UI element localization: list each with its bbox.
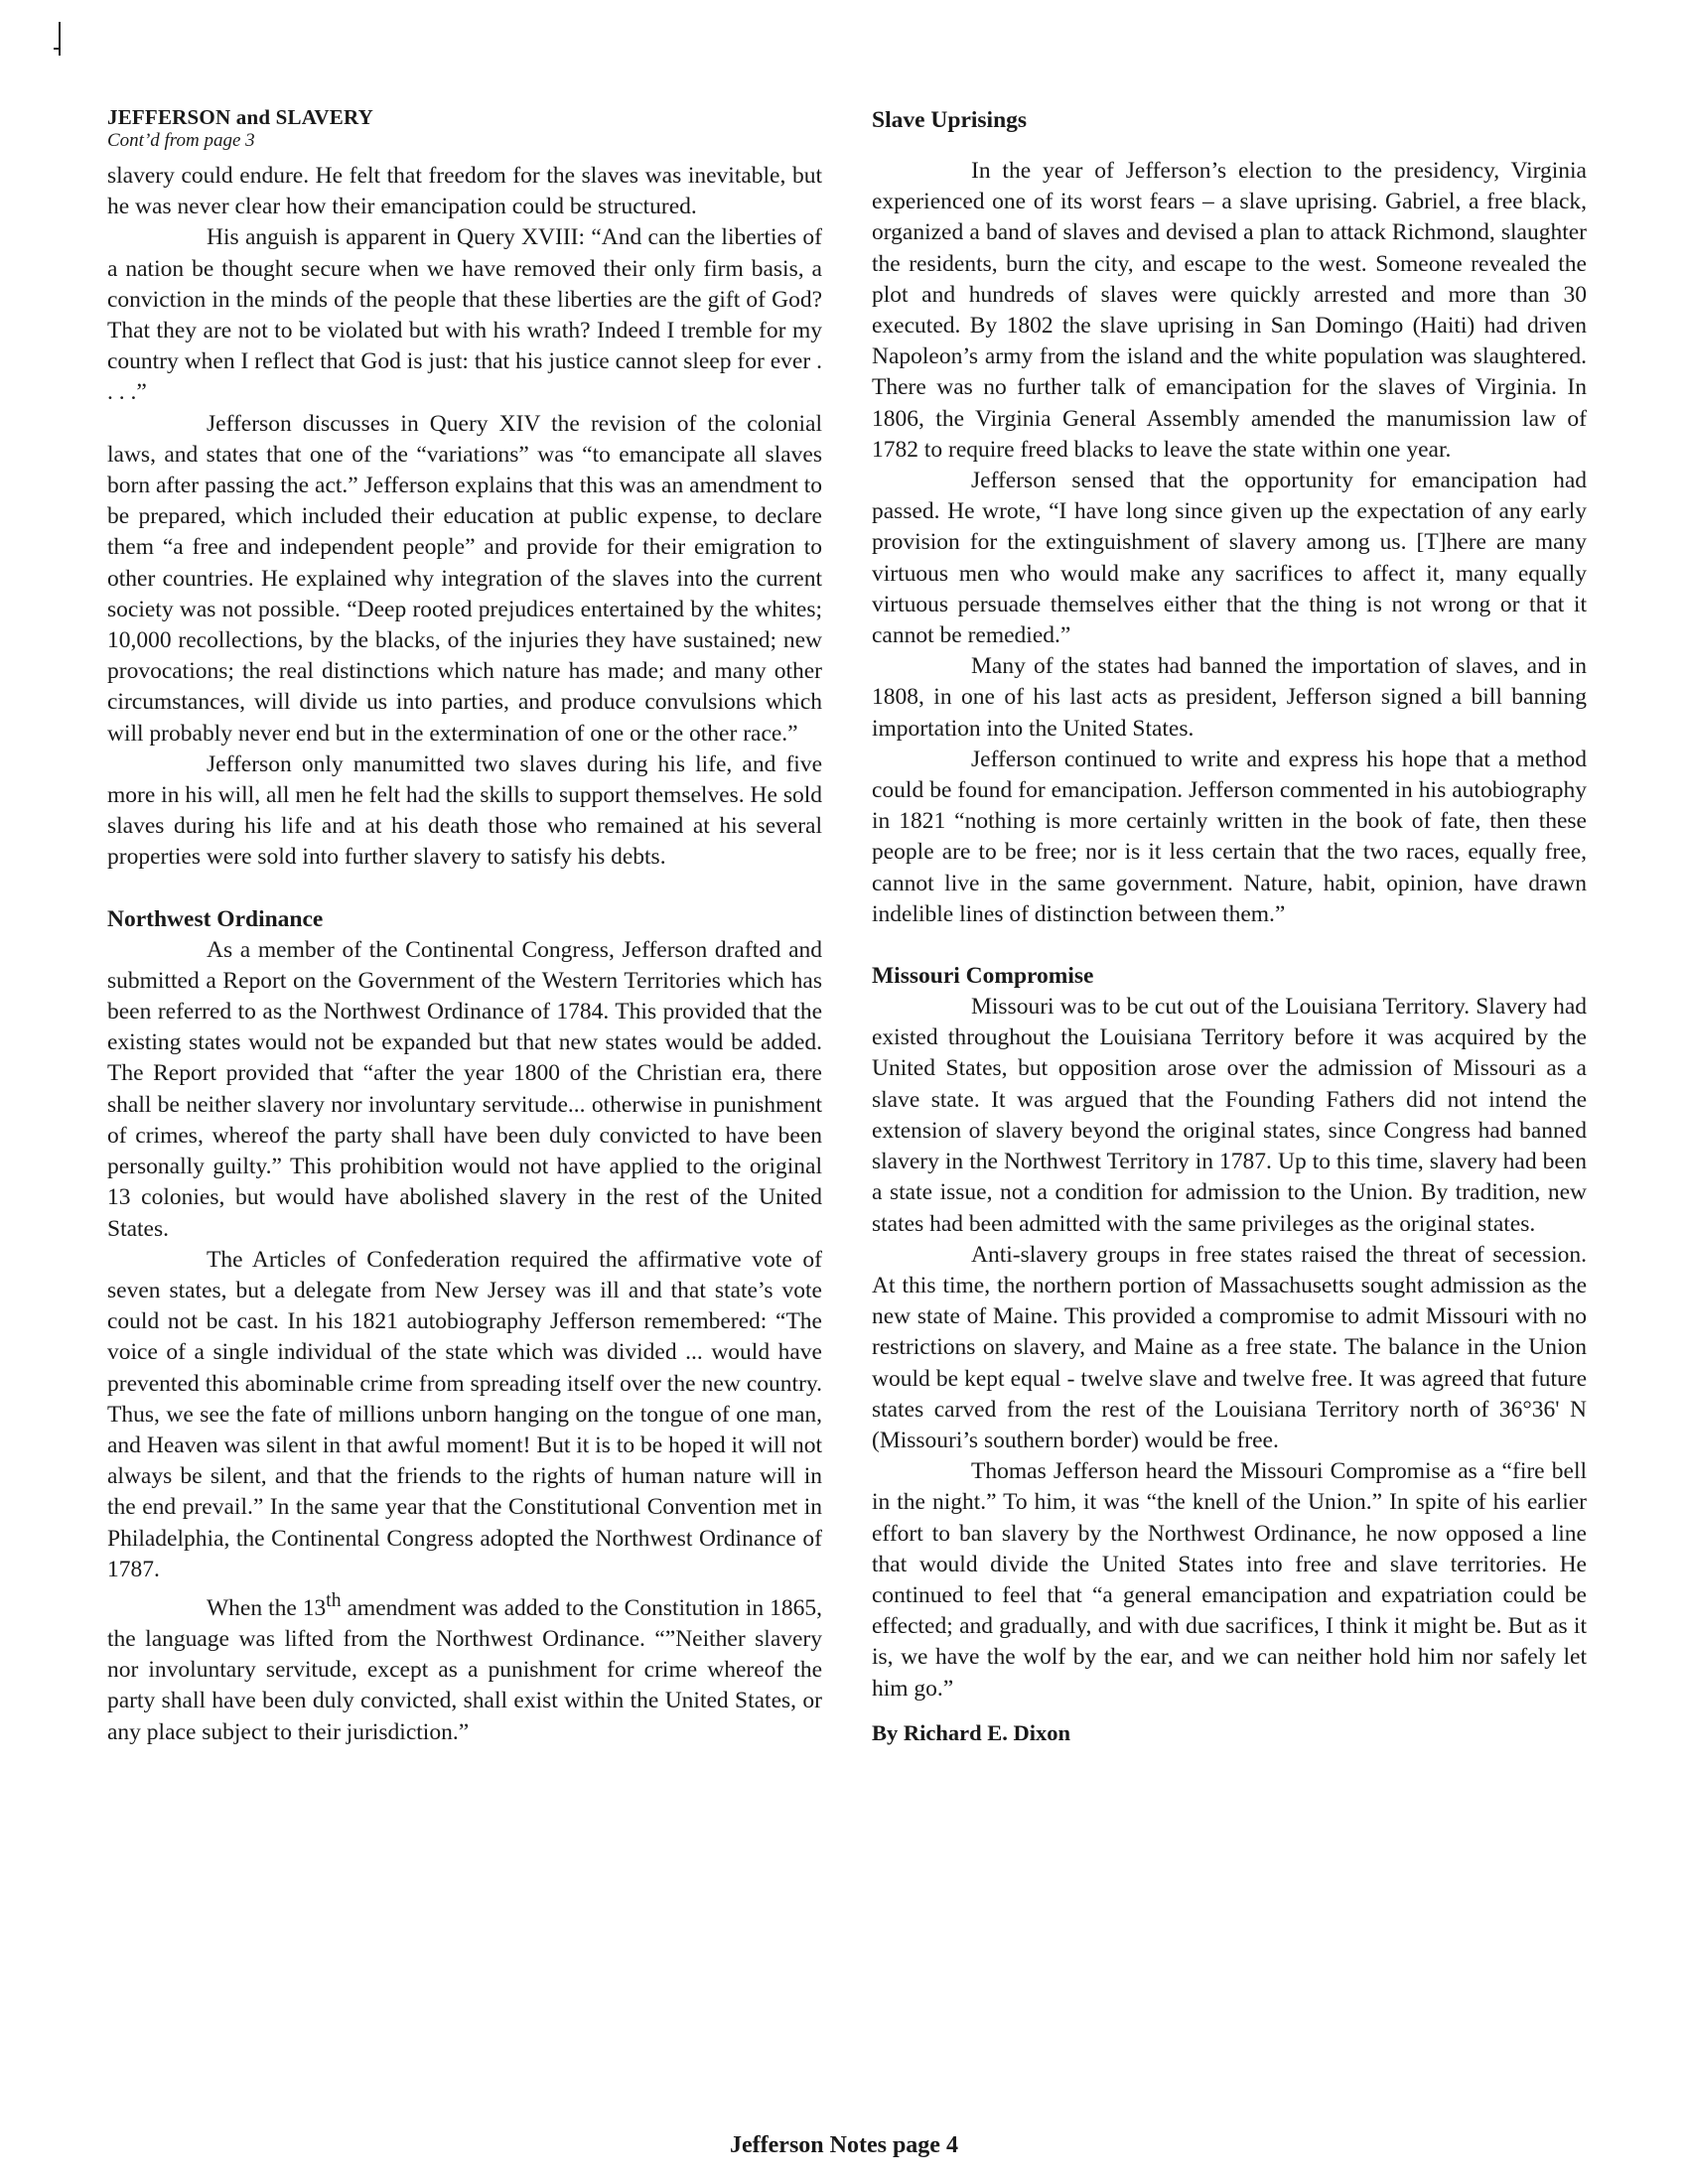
right-column <box>872 105 1587 1748</box>
paragraph: Many of the states had banned the importation of slaves, and in 1808, in one of his last acts as president, Jefferson signed a bill banning importation into the United States. <box>872 653 1587 742</box>
paragraph: His anguish is apparent in Query XVIII: “And can the liberties of a nation be thought secure when we have removed their only firm basis, a conviction in the minds of the people that these liberties are the gift of God? That they are not to be violated but with his wrath? Indeed I tremble for my country when I reflect that God is just: that his justice cannot sleep for ever . . . .” <box>107 224 822 406</box>
paragraph: Jefferson discusses in Query XIV the revision of the colonial laws, and states that one of the “variations” was “to emancipate all slaves born after passing the act.” Jefferson explains that this was an amendment to be prepared, which included their education at public expense, to declare them “a free and independent people” and provide for their emigration to other countries. He explained why integration of the slaves into the current society was not possible. “Deep rooted prejudices entertained by the whites; 10,000 recollections, by the blacks, of the injuries they have sustained; new provocations; the real distinctions which nature has made; and many other circumstances, will divide us into parties, and produce convulsions which will probably never end but in the extermination of one or the other race.” <box>107 410 822 747</box>
crop-mark <box>54 22 66 56</box>
paragraph: Jefferson continued to write and express his hope that a method could be found for emancipation. Jefferson commented in his autobiography in 1821 “nothing is more certainly written in the book of fate, then these people are to be free; nor is it less certain that the two races, equally free, cannot live in the same government. Nature, habit, opinion, have drawn indelible lines of distinction between them.” <box>872 746 1587 927</box>
left-column <box>107 105 822 1748</box>
section-heading-missouri-compromise: Missouri Compromise <box>872 963 1094 990</box>
paragraph: slavery could endure. He felt that freedom for the slaves was inevitable, but he was never clear how their emancipation could be structured. <box>107 163 822 220</box>
paragraph: Missouri was to be cut out of the Louisiana Territory. Slavery had existed throughout the Louisiana Territory before it was acquired by the United States, but opposition arose over the admission of Missouri as a slave state. It was argued that the Founding Fathers did not intend the extension of slavery beyond the original states, since Congress had banned slavery in the Northwest Territory in 1787. Up to this time, slavery had been a state issue, not a condition for admission to the Union. By tradition, new states had been admitted with the same privileges as the original states. <box>872 994 1587 1237</box>
paragraph <box>107 1585 822 1748</box>
continued-note: Cont’d from page 3 <box>107 130 255 151</box>
section-heading-slave-uprisings: Slave Uprisings <box>872 107 1028 133</box>
paragraph: As a member of the Continental Congress, Jefferson drafted and submitted a Report on the Government of the Western Territories which has been referred to as the Northwest Ordinance of 1784. This provided that the existing states would not be expanded but that new states would be added. The Report provided that “after the year 1800 of the Christian era, there shall be neither slavery nor involuntary servitude... otherwise in punishment of crimes, whereof the party shall have been duly convicted to have been personally guilty.” This prohibition would not have applied to the original 13 colonies, but would have abolished slavery in the rest of the United States. <box>107 936 822 1242</box>
section-heading-northwest-ordinance: Northwest Ordinance <box>107 905 324 932</box>
paragraph: Thomas Jefferson heard the Missouri Compromise as a “fire bell in the night.” To him, it was “the knell of the Union.” In spite of his earlier effort to ban slavery by the Northwest Ordinance, he now opposed a line that would divide the United States into free and slave territories. He continued to feel that “a general emancipation and expatriation could be effected; and gradually, and with due sacrifices, I think it might be. But as it is, we have the wolf by the ear, and we can neither hold him nor safely let him go.” <box>872 1458 1587 1702</box>
text-run: amendment was added to the Constitution in 1865, the language was lifted from the Northwest Ordinance. “”Neither slavery nor involuntary servitude, except as a punishment for crime whereof the party shall have been duly convicted, shall exist within the United States, or any place subject to their jurisdiction.” <box>107 1594 822 1745</box>
page-footer: Jefferson Notes page 4 <box>730 2132 958 2158</box>
paragraph: In the year of Jefferson’s election to the presidency, Virginia experienced one of its worst fears – a slave uprising. Gabriel, a free black, organized a band of slaves and devised a plan to attack Richmond, slaughter the residents, burn the city, and escape to the west. Someone revealed the plot and hundreds of slaves were quickly arrested and more than 30 executed. By 1802 the slave uprising in San Domingo (Haiti) had driven Napoleon’s army from the island and the white population was slaughtered. There was no further talk of emancipation for the slaves of Virginia. In 1806, the Virginia General Assembly amended the manumission law of 1782 to require freed blacks to leave the state within one year. <box>872 158 1587 463</box>
paragraph: Jefferson sensed that the opportunity for emancipation had passed. He wrote, “I have long since given up the expectation of any early provision for the extinguishment of slavery among us. [T]here are many virtuous men who would make any sacrifices to affect it, many equally virtuous persuade themselves either that the thing is not wrong or that it cannot be remedied.” <box>872 468 1587 649</box>
text-run: When the 13 <box>207 1594 327 1621</box>
paragraph: Jefferson only manumitted two slaves during his life, and five more in his will, all men he felt had the skills to support themselves. He sold slaves during his life and at his death those who remained at his several properties were sold into further slavery to satisfy his debts. <box>107 751 822 871</box>
article-title: JEFFERSON and SLAVERY <box>107 105 373 129</box>
superscript: th <box>326 1589 342 1611</box>
byline: By Richard E. Dixon <box>872 1719 1071 1745</box>
paragraph: Anti-slavery groups in free states raised the threat of secession. At this time, the northern portion of Massachusetts sought admission as the new state of Maine. This provided a compromise to admit Missouri with no restrictions on slavery, and Maine as a free state. The balance in the Union would be kept equal - twelve slave and twelve free. It was agreed that future states carved from the rest of the Louisiana Territory north of 36°36' N (Missouri’s southern border) would be free. <box>872 1241 1587 1453</box>
paragraph: The Articles of Confederation required the affirmative vote of seven states, but a delegate from New Jersey was ill and that state’s vote could not be cast. In his 1821 autobiography Jefferson remembered: “The voice of a single individual of the state which was divided ... would have prevented this abominable crime from spreading itself over the new country. Thus, we see the fate of millions unborn hanging on the tongue of one man, and Heaven was silent in that awful moment! But it is to be hoped it will not always be silent, and that the friends to the rights of human nature will in the end prevail.” In the same year that the Constitutional Convention met in Philadelphia, the Continental Congress adopted the Northwest Ordinance of 1787. <box>107 1246 822 1582</box>
